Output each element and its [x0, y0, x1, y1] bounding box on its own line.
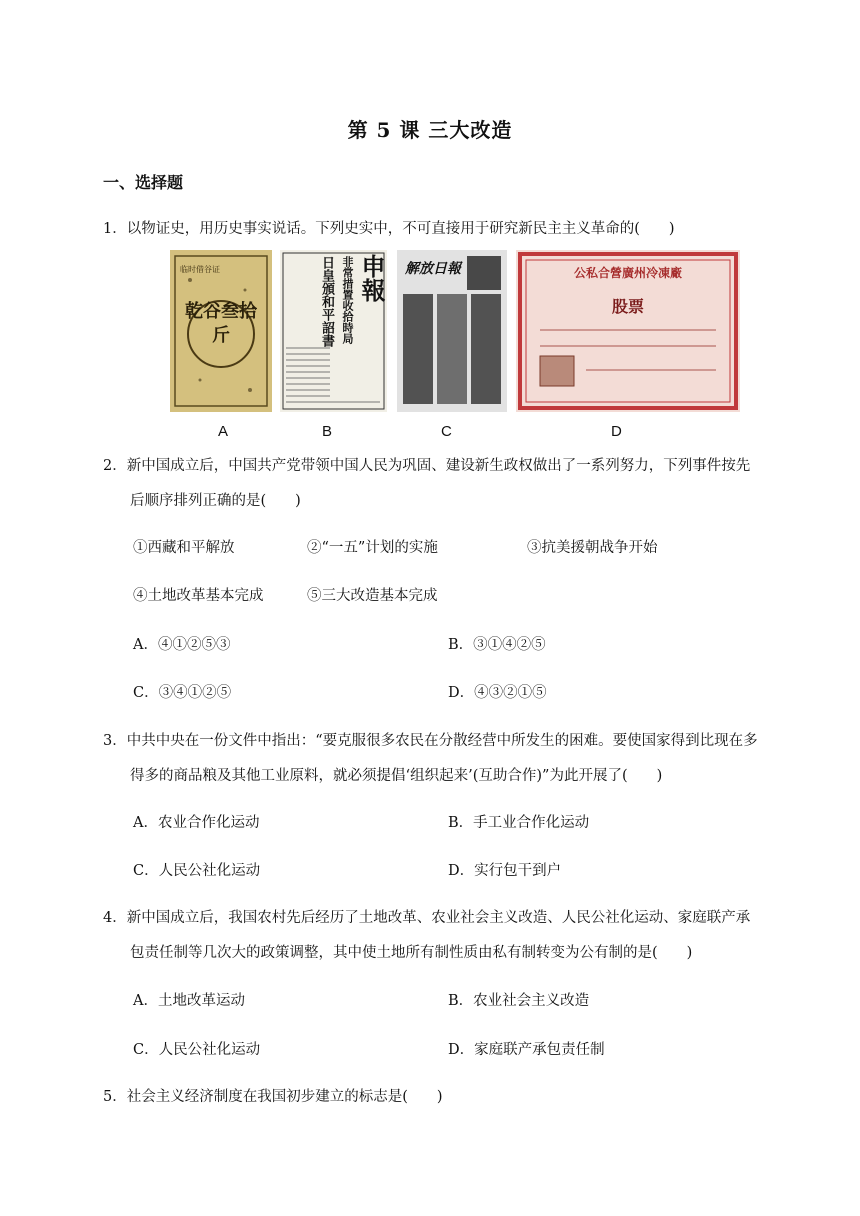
question-2-option-d[interactable]: D．④③②①⑤ — [448, 685, 547, 701]
question-2-stem-line-1: 2．新中国成立后，中国共产党带领中国人民为巩固、建设新生政权做出了一系列努力，下列事件按先 — [103, 458, 751, 474]
question-3-option-c[interactable]: C．人民公社化运动 — [133, 863, 261, 879]
section-heading: 一、选择题 — [103, 173, 184, 192]
question-2-stem-line-2: 后顺序排列正确的是( ) — [130, 493, 301, 509]
masthead-shenbao: 申報 — [357, 254, 386, 302]
question-2-item-2: ②“一五”计划的实施 — [307, 540, 438, 556]
question-3-option-d[interactable]: D．实行包干到户 — [448, 863, 562, 879]
question-4-option-b[interactable]: B．农业社会主义改造 — [448, 993, 590, 1009]
masthead-jiefang: 解放日報 — [405, 261, 461, 277]
question-2-item-1: ①西藏和平解放 — [133, 540, 235, 556]
image-label-c: C — [441, 423, 452, 440]
image-label-a: A — [218, 423, 229, 440]
question-4-option-d[interactable]: D．家庭联产承包责任制 — [448, 1042, 605, 1058]
question-3-option-b[interactable]: B．手工业合作化运动 — [448, 815, 590, 831]
headline-2: 日皇頒和平詔書 — [319, 256, 334, 347]
certificate-title: 公私合營廣州冷凍廠 — [573, 266, 682, 280]
question-1-stem: 1．以物证史，用历史事实说话。下列史实中，不可直接用于研究新民主主义革命的( ) — [103, 221, 675, 237]
certificate-word: 股票 — [611, 297, 644, 316]
question-4-stem-line-1: 4．新中国成立后，我国农村先后经历了土地改革、农业社会主义改造、人民公社化运动、家庭联产承 — [103, 910, 751, 926]
voucher-main-text: 乾谷叁拾斤 — [185, 301, 257, 346]
question-2-option-a[interactable]: A．④①②⑤③ — [133, 637, 231, 653]
question-1-image-a — [170, 250, 272, 412]
question-2-option-b[interactable]: B．③①④②⑤ — [448, 637, 546, 653]
question-2-item-4: ④土地改革基本完成 — [133, 588, 264, 604]
question-3-option-a[interactable]: A．农业合作化运动 — [133, 815, 260, 831]
question-1-image-c — [397, 250, 507, 412]
question-4-option-a[interactable]: A．土地改革运动 — [133, 993, 245, 1009]
question-2-option-c[interactable]: C．③④①②⑤ — [133, 685, 232, 701]
question-1-image-b — [280, 250, 387, 412]
question-4-option-c[interactable]: C．人民公社化运动 — [133, 1042, 261, 1058]
question-2-item-3: ③抗美援朝战争开始 — [527, 540, 658, 556]
image-label-d: D — [611, 423, 622, 440]
question-3-stem-line-1: 3．中共中央在一份文件中指出：“要克服很多农民在分散经营中所发生的困难。要使国家得到比现在多 — [103, 733, 758, 749]
image-label-b: B — [322, 423, 333, 440]
voucher-header-text: 临时借谷证 — [180, 265, 220, 274]
question-5-stem: 5．社会主义经济制度在我国初步建立的标志是( ) — [103, 1089, 443, 1105]
question-2-item-5: ⑤三大改造基本完成 — [307, 588, 438, 604]
question-3-stem-line-2: 得多的商品粮及其他工业原料，就必须提倡‘组织起来’(互助合作)”为此开展了( ) — [130, 768, 663, 784]
headline-1: 非常措置收拾時局 — [341, 256, 354, 344]
question-4-stem-line-2: 包责任制等几次大的政策调整，其中使土地所有制性质由私有制转变为公有制的是( ) — [130, 945, 693, 961]
page-title: 第 5 课 三大改造 — [347, 118, 513, 142]
question-1-image-d — [516, 250, 740, 412]
